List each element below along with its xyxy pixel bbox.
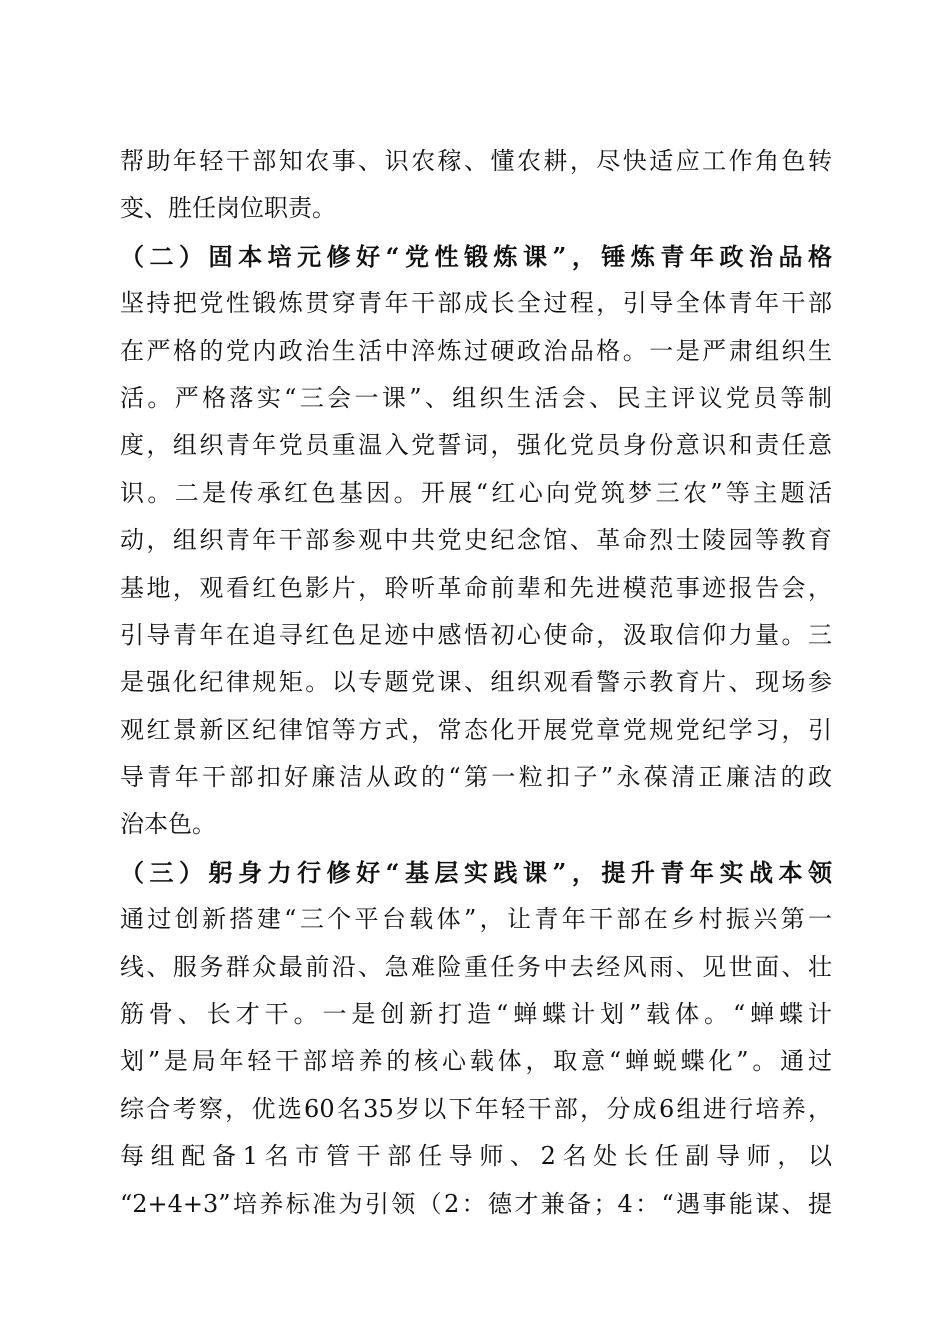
section-heading-2: （二）固本培元修好“党性锻炼课”，锤炼青年政治品格 (120, 241, 832, 271)
paragraph-line: “2+4+3”培养标准为引领（2：德才兼备；4：“遇事能谋、提 (120, 1189, 832, 1218)
paragraph-line: 划”是局年轻干部培养的核心载体，取意“蝉蜕蝶化”。通过 (120, 1047, 832, 1076)
section-heading-3: （三）躬身力行修好“基层实践课”，提升青年实战本领 (120, 857, 832, 887)
paragraph-line: 帮助年轻干部知农事、识农稼、懂农耕，尽快适应工作角色转 (120, 147, 832, 175)
paragraph-line: 变、胜任岗位职责。 (120, 194, 336, 223)
paragraph-line: 综合考察，优选60名35岁以下年轻干部，分成6组进行培养， (120, 1094, 832, 1123)
paragraph-line: 活。严格落实“三会一课”、组织生活会、民主评议党员等制 (120, 383, 832, 412)
paragraph-line: 治本色。 (120, 810, 216, 839)
paragraph-line: 动，组织青年干部参观中共党史纪念馆、革命烈士陵园等教育 (120, 526, 832, 555)
paragraph-line: 观红景新区纪律馆等方式，常态化开展党章党规党纪学习，引 (120, 715, 832, 744)
paragraph-line: 基地，观看红色影片，聆听革命前辈和先进模范事迹报告会， (120, 573, 832, 602)
paragraph-line: 每组配备1名市管干部任导师、2名处长任副导师，以 (120, 1142, 832, 1171)
paragraph-line: 线、服务群众最前沿、急难险重任务中去经风雨、见世面、壮 (120, 952, 832, 981)
paragraph-line: 导青年干部扣好廉洁从政的“第一粒扣子”永葆清正廉洁的政 (120, 763, 832, 792)
document-body (120, 138, 832, 1228)
paragraph-line: 通过创新搭建“三个平台载体”，让青年干部在乡村振兴第一 (120, 905, 832, 934)
paragraph-line: 度，组织青年党员重温入党誓词，强化党员身份意识和责任意 (120, 431, 832, 460)
paragraph-line: 引导青年在追寻红色足迹中感悟初心使命，汲取信仰力量。三 (120, 620, 832, 649)
paragraph-line: 筋骨、长才干。一是创新打造“蝉蝶计划”载体。“蝉蝶计 (120, 1000, 832, 1029)
paragraph-line: 坚持把党性锻炼贯穿青年干部成长全过程，引导全体青年干部 (120, 289, 832, 318)
paragraph-line: 是强化纪律规矩。以专题党课、组织观看警示教育片、现场参 (120, 668, 832, 697)
paragraph-line: 在严格的党内政治生活中淬炼过硬政治品格。一是严肃组织生 (120, 336, 832, 365)
paragraph-line: 识。二是传承红色基因。开展“红心向党筑梦三农”等主题活 (120, 478, 832, 507)
